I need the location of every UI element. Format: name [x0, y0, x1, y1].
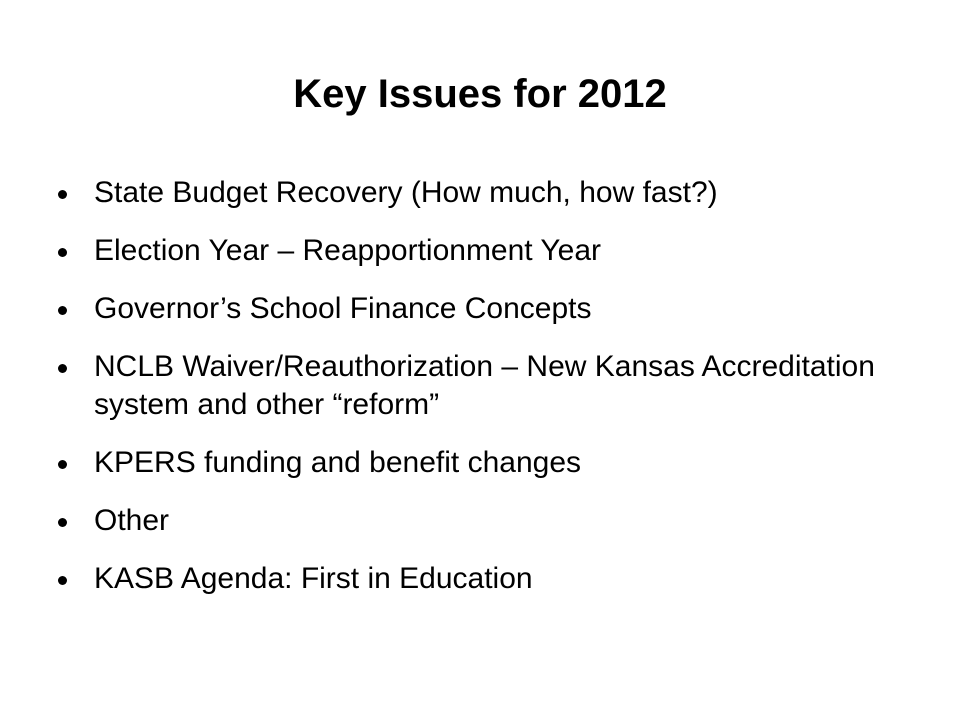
bullet-item-nclb-waiver — [58, 348, 908, 424]
bullet-text: KASB Agenda: First in Education — [94, 562, 533, 595]
bullet-text: Election Year – Reapportionment Year — [94, 234, 602, 267]
bullet-icon — [58, 364, 67, 373]
bullet-text: State Budget Recovery (How much, how fast?) — [94, 176, 718, 209]
bullet-text: Other — [94, 504, 170, 537]
bullet-icon — [58, 576, 67, 585]
bullet-list — [58, 174, 908, 618]
bullet-item-budget-recovery — [58, 174, 908, 212]
bullet-text: KPERS funding and benefit changes — [94, 446, 582, 479]
bullet-icon — [58, 460, 67, 469]
bullet-text: NCLB Waiver/Reauthorization – New Kansas Accreditation system and other “reform” — [94, 350, 875, 421]
bullet-item-election-year — [58, 232, 908, 270]
bullet-icon — [58, 190, 67, 199]
bullet-icon — [58, 518, 67, 527]
bullet-icon — [58, 248, 67, 257]
bullet-item-school-finance — [58, 290, 908, 328]
bullet-item-other — [58, 502, 908, 540]
slide-title: Key Issues for 2012 — [293, 72, 667, 116]
bullet-item-kpers — [58, 444, 908, 482]
bullet-item-kasb-agenda — [58, 560, 908, 598]
bullet-text: Governor’s School Finance Concepts — [94, 292, 592, 325]
bullet-icon — [58, 306, 67, 315]
